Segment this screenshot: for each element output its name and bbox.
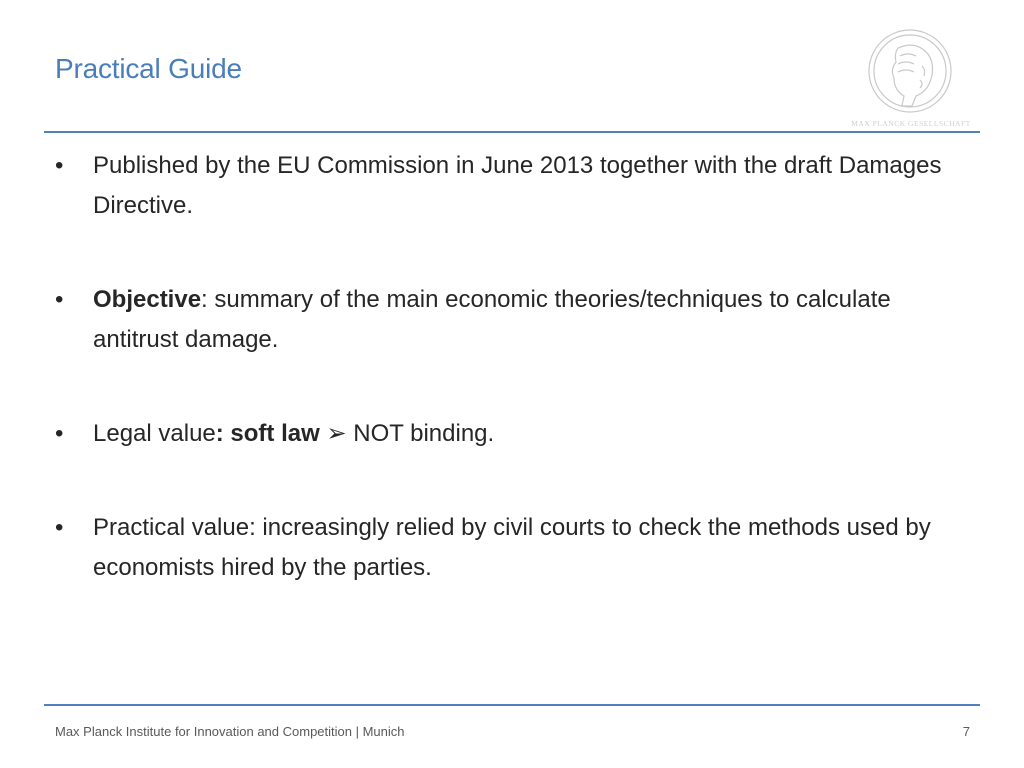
bullet-text: Practical value: increasingly relied by civil courts to check the methods used by economists hired by the parties.: [93, 514, 931, 581]
footer-divider: [44, 704, 980, 706]
bullet-marker: •: [55, 514, 64, 541]
logo-caption: MAX PLANCK GESELLSCHAFT: [851, 119, 971, 128]
bullet-bold-label: : soft law: [215, 420, 320, 447]
bullet-marker: •: [55, 152, 64, 179]
slide-title: Practical Guide: [55, 53, 242, 84]
arrow-icon: ➢: [319, 420, 354, 447]
bullet-text: Published by the EU Commission in June 2013 together with the draft Damages Directive.: [93, 152, 942, 219]
bullet-item-published: [55, 146, 975, 226]
max-planck-logo: [846, 26, 976, 130]
page-number: 7: [962, 724, 970, 739]
bullet-item-objective: [55, 280, 975, 360]
bullet-marker: •: [55, 420, 64, 447]
bullet-bold-label: Objective: [93, 286, 202, 313]
bullet-text: NOT binding.: [353, 420, 495, 447]
bullet-prefix: Legal value: [93, 420, 216, 447]
footer-institute: Max Planck Institute for Innovation and Competition | Munich: [55, 724, 405, 739]
bullet-list: [55, 146, 975, 642]
bullet-marker: •: [55, 286, 64, 313]
bullet-item-practical-value: [55, 508, 975, 588]
header-divider: [44, 131, 980, 133]
bullet-text: : summary of the main economic theories/techniques to calculate antitrust damage.: [93, 286, 891, 353]
bullet-item-legal-value: [55, 414, 975, 454]
